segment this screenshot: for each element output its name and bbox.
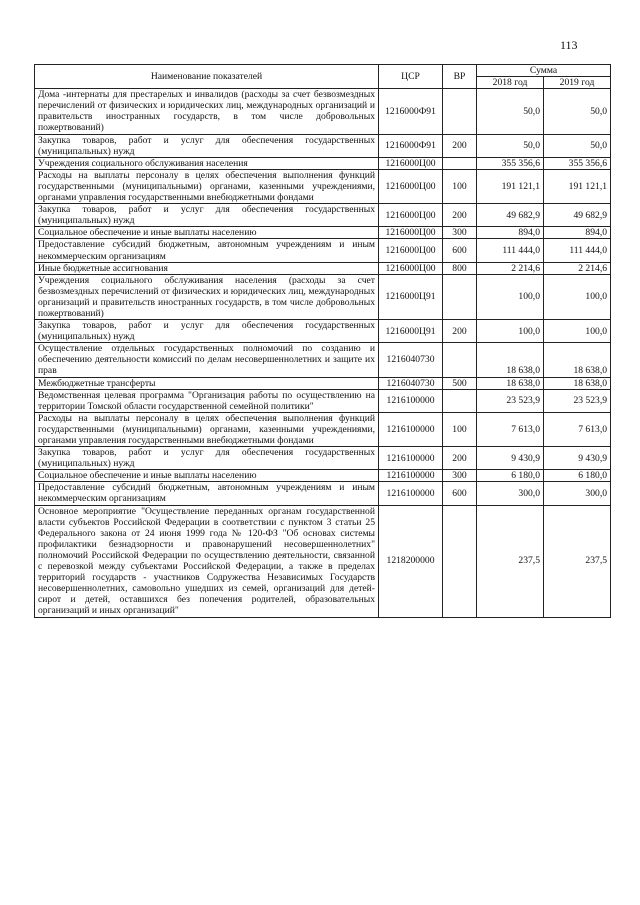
page-number: 113 — [560, 38, 578, 52]
row-csr: 1216100000 — [379, 412, 443, 446]
row-name: Социальное обеспечение и иные выплаты населению — [35, 227, 379, 239]
table-row — [35, 505, 611, 617]
row-name: Дома -интернаты для престарелых и инвалидов (расходы за счет безвозмездных перечислений от физических и юридических лиц, международных организаций и правительств иностранных государств, в том числе добровольных пожертвований) — [35, 89, 379, 134]
table-row — [35, 134, 611, 157]
row-vr: 200 — [443, 134, 477, 157]
row-sum-2018: 300,0 — [477, 482, 544, 505]
row-sum-2019: 100,0 — [544, 274, 611, 319]
table-row — [35, 389, 611, 412]
row-csr: 1216100000 — [379, 389, 443, 412]
row-sum-2018: 191 121,1 — [477, 169, 544, 203]
row-sum-2018: 9 430,9 — [477, 447, 544, 470]
row-name: Учреждения социального обслуживания населения (расходы за счет безвозмездных перечислений от физических и юридических лиц, международных организаций и правительств иностранных государств, в том числе добровольных пожертвований) — [35, 274, 379, 319]
row-vr: 300 — [443, 227, 477, 239]
table-row — [35, 482, 611, 505]
row-sum-2019: 50,0 — [544, 89, 611, 134]
row-name: Социальное обеспечение и иные выплаты населению — [35, 470, 379, 482]
row-vr: 200 — [443, 320, 477, 343]
row-vr — [443, 505, 477, 617]
row-sum-2018: 49 682,9 — [477, 204, 544, 227]
row-sum-2018: 18 638,0 — [477, 343, 544, 377]
row-csr: 1216000Ц00 — [379, 157, 443, 169]
row-name: Осуществление отдельных государственных полномочий по созданию и обеспечению деятельности комиссий по делам несовершеннолетних и защите их прав — [35, 343, 379, 377]
row-csr: 1216000Ц91 — [379, 320, 443, 343]
row-sum-2019: 2 214,6 — [544, 262, 611, 274]
header-vr: ВР — [443, 65, 477, 89]
row-vr: 200 — [443, 204, 477, 227]
table-row — [35, 169, 611, 203]
row-csr: 1216000Ц00 — [379, 239, 443, 262]
row-vr — [443, 389, 477, 412]
row-vr: 100 — [443, 169, 477, 203]
table-row — [35, 204, 611, 227]
header-year-2018: 2018 год — [477, 77, 544, 89]
table-row — [35, 470, 611, 482]
row-sum-2018: 6 180,0 — [477, 470, 544, 482]
row-csr: 1216000Ф91 — [379, 134, 443, 157]
row-name: Закупка товаров, работ и услуг для обеспечения государственных (муниципальных) нужд — [35, 134, 379, 157]
row-csr: 1216000Ц91 — [379, 274, 443, 319]
header-sum: Сумма — [477, 65, 611, 77]
table-row — [35, 262, 611, 274]
row-name: Иные бюджетные ассигнования — [35, 262, 379, 274]
row-vr — [443, 274, 477, 319]
table-row — [35, 157, 611, 169]
row-sum-2019: 6 180,0 — [544, 470, 611, 482]
budget-table — [34, 64, 611, 618]
row-sum-2019: 894,0 — [544, 227, 611, 239]
row-csr: 1216000Ц00 — [379, 227, 443, 239]
table-row — [35, 227, 611, 239]
row-sum-2019: 191 121,1 — [544, 169, 611, 203]
row-sum-2018: 18 638,0 — [477, 377, 544, 389]
row-sum-2018: 50,0 — [477, 89, 544, 134]
row-sum-2019: 23 523,9 — [544, 389, 611, 412]
row-name: Расходы на выплаты персоналу в целях обеспечения выполнения функций государственными (муниципальными) органами, казенными учреждениями, органами управления государственными внебюджетными фондами — [35, 412, 379, 446]
row-vr — [443, 343, 477, 377]
row-sum-2019: 100,0 — [544, 320, 611, 343]
row-name: Предоставление субсидий бюджетным, автономным учреждениям и иным некоммерческим организациям — [35, 239, 379, 262]
row-sum-2019: 18 638,0 — [544, 343, 611, 377]
row-name: Ведомственная целевая программа "Организация работы по осуществлению на территории Томской области государственной семейной политики" — [35, 389, 379, 412]
row-vr: 600 — [443, 482, 477, 505]
table-row — [35, 274, 611, 319]
row-csr: 1218200000 — [379, 505, 443, 617]
row-name: Учреждения социального обслуживания населения — [35, 157, 379, 169]
row-sum-2019: 111 444,0 — [544, 239, 611, 262]
row-sum-2018: 111 444,0 — [477, 239, 544, 262]
table-row — [35, 343, 611, 377]
row-sum-2018: 355 356,6 — [477, 157, 544, 169]
row-csr: 1216100000 — [379, 482, 443, 505]
table-body — [35, 89, 611, 617]
table-row — [35, 377, 611, 389]
row-vr — [443, 157, 477, 169]
row-sum-2018: 7 613,0 — [477, 412, 544, 446]
row-name: Закупка товаров, работ и услуг для обеспечения государственных (муниципальных) нужд — [35, 320, 379, 343]
table-row — [35, 89, 611, 134]
row-name: Предоставление субсидий бюджетным, автономным учреждениям и иным некоммерческим организациям — [35, 482, 379, 505]
row-sum-2019: 49 682,9 — [544, 204, 611, 227]
row-name: Закупка товаров, работ и услуг для обеспечения государственных (муниципальных) нужд — [35, 204, 379, 227]
row-sum-2018: 237,5 — [477, 505, 544, 617]
header-csr: ЦСР — [379, 65, 443, 89]
row-csr: 1216000Ц00 — [379, 262, 443, 274]
row-sum-2018: 894,0 — [477, 227, 544, 239]
row-sum-2019: 237,5 — [544, 505, 611, 617]
row-vr: 200 — [443, 447, 477, 470]
row-sum-2019: 355 356,6 — [544, 157, 611, 169]
header-name: Наименование показателей — [35, 65, 379, 89]
row-name: Расходы на выплаты персоналу в целях обеспечения выполнения функций государственными (муниципальными) органами, казенными учреждениями, органами управления государственными внебюджетными фондами — [35, 169, 379, 203]
row-name: Основное мероприятие "Осуществление переданных органам государственной власти субъектов Российской Федерации в соответствии с пунктом 3 статьи 25 Федерального закона от 24 июня 1999 года № 120-ФЗ "Об основах системы профилактики безнадзорности и правонарушений несовершеннолетних" полномочий Российской Федерации по осуществлению деятельности, связанной с перевозкой между субъектами Российской Федерации, а также в пределах территорий государств - участников Содружества Независимых Государств несовершеннолетних, самовольно ушедших из семей, организаций для детей-сирот и детей, оставшихся без попечения родителей, образовательных организаций и иных организаций" — [35, 505, 379, 617]
row-sum-2018: 100,0 — [477, 274, 544, 319]
row-sum-2018: 100,0 — [477, 320, 544, 343]
row-sum-2019: 300,0 — [544, 482, 611, 505]
table-row — [35, 239, 611, 262]
row-csr: 1216100000 — [379, 447, 443, 470]
header-year-2019: 2019 год — [544, 77, 611, 89]
row-csr: 1216040730 — [379, 343, 443, 377]
row-vr: 600 — [443, 239, 477, 262]
row-sum-2018: 50,0 — [477, 134, 544, 157]
row-csr: 1216100000 — [379, 470, 443, 482]
table-row — [35, 320, 611, 343]
row-csr: 1216040730 — [379, 377, 443, 389]
row-csr: 1216000Ф91 — [379, 89, 443, 134]
row-sum-2019: 7 613,0 — [544, 412, 611, 446]
row-vr: 300 — [443, 470, 477, 482]
row-sum-2018: 23 523,9 — [477, 389, 544, 412]
row-name: Межбюджетные трансферты — [35, 377, 379, 389]
row-name: Закупка товаров, работ и услуг для обеспечения государственных (муниципальных) нужд — [35, 447, 379, 470]
row-vr: 500 — [443, 377, 477, 389]
table-row — [35, 447, 611, 470]
row-sum-2018: 2 214,6 — [477, 262, 544, 274]
row-csr: 1216000Ц00 — [379, 204, 443, 227]
row-vr: 800 — [443, 262, 477, 274]
table-row — [35, 412, 611, 446]
row-vr — [443, 89, 477, 134]
row-vr: 100 — [443, 412, 477, 446]
row-sum-2019: 18 638,0 — [544, 377, 611, 389]
header-row — [35, 65, 611, 77]
row-csr: 1216000Ц00 — [379, 169, 443, 203]
row-sum-2019: 50,0 — [544, 134, 611, 157]
row-sum-2019: 9 430,9 — [544, 447, 611, 470]
